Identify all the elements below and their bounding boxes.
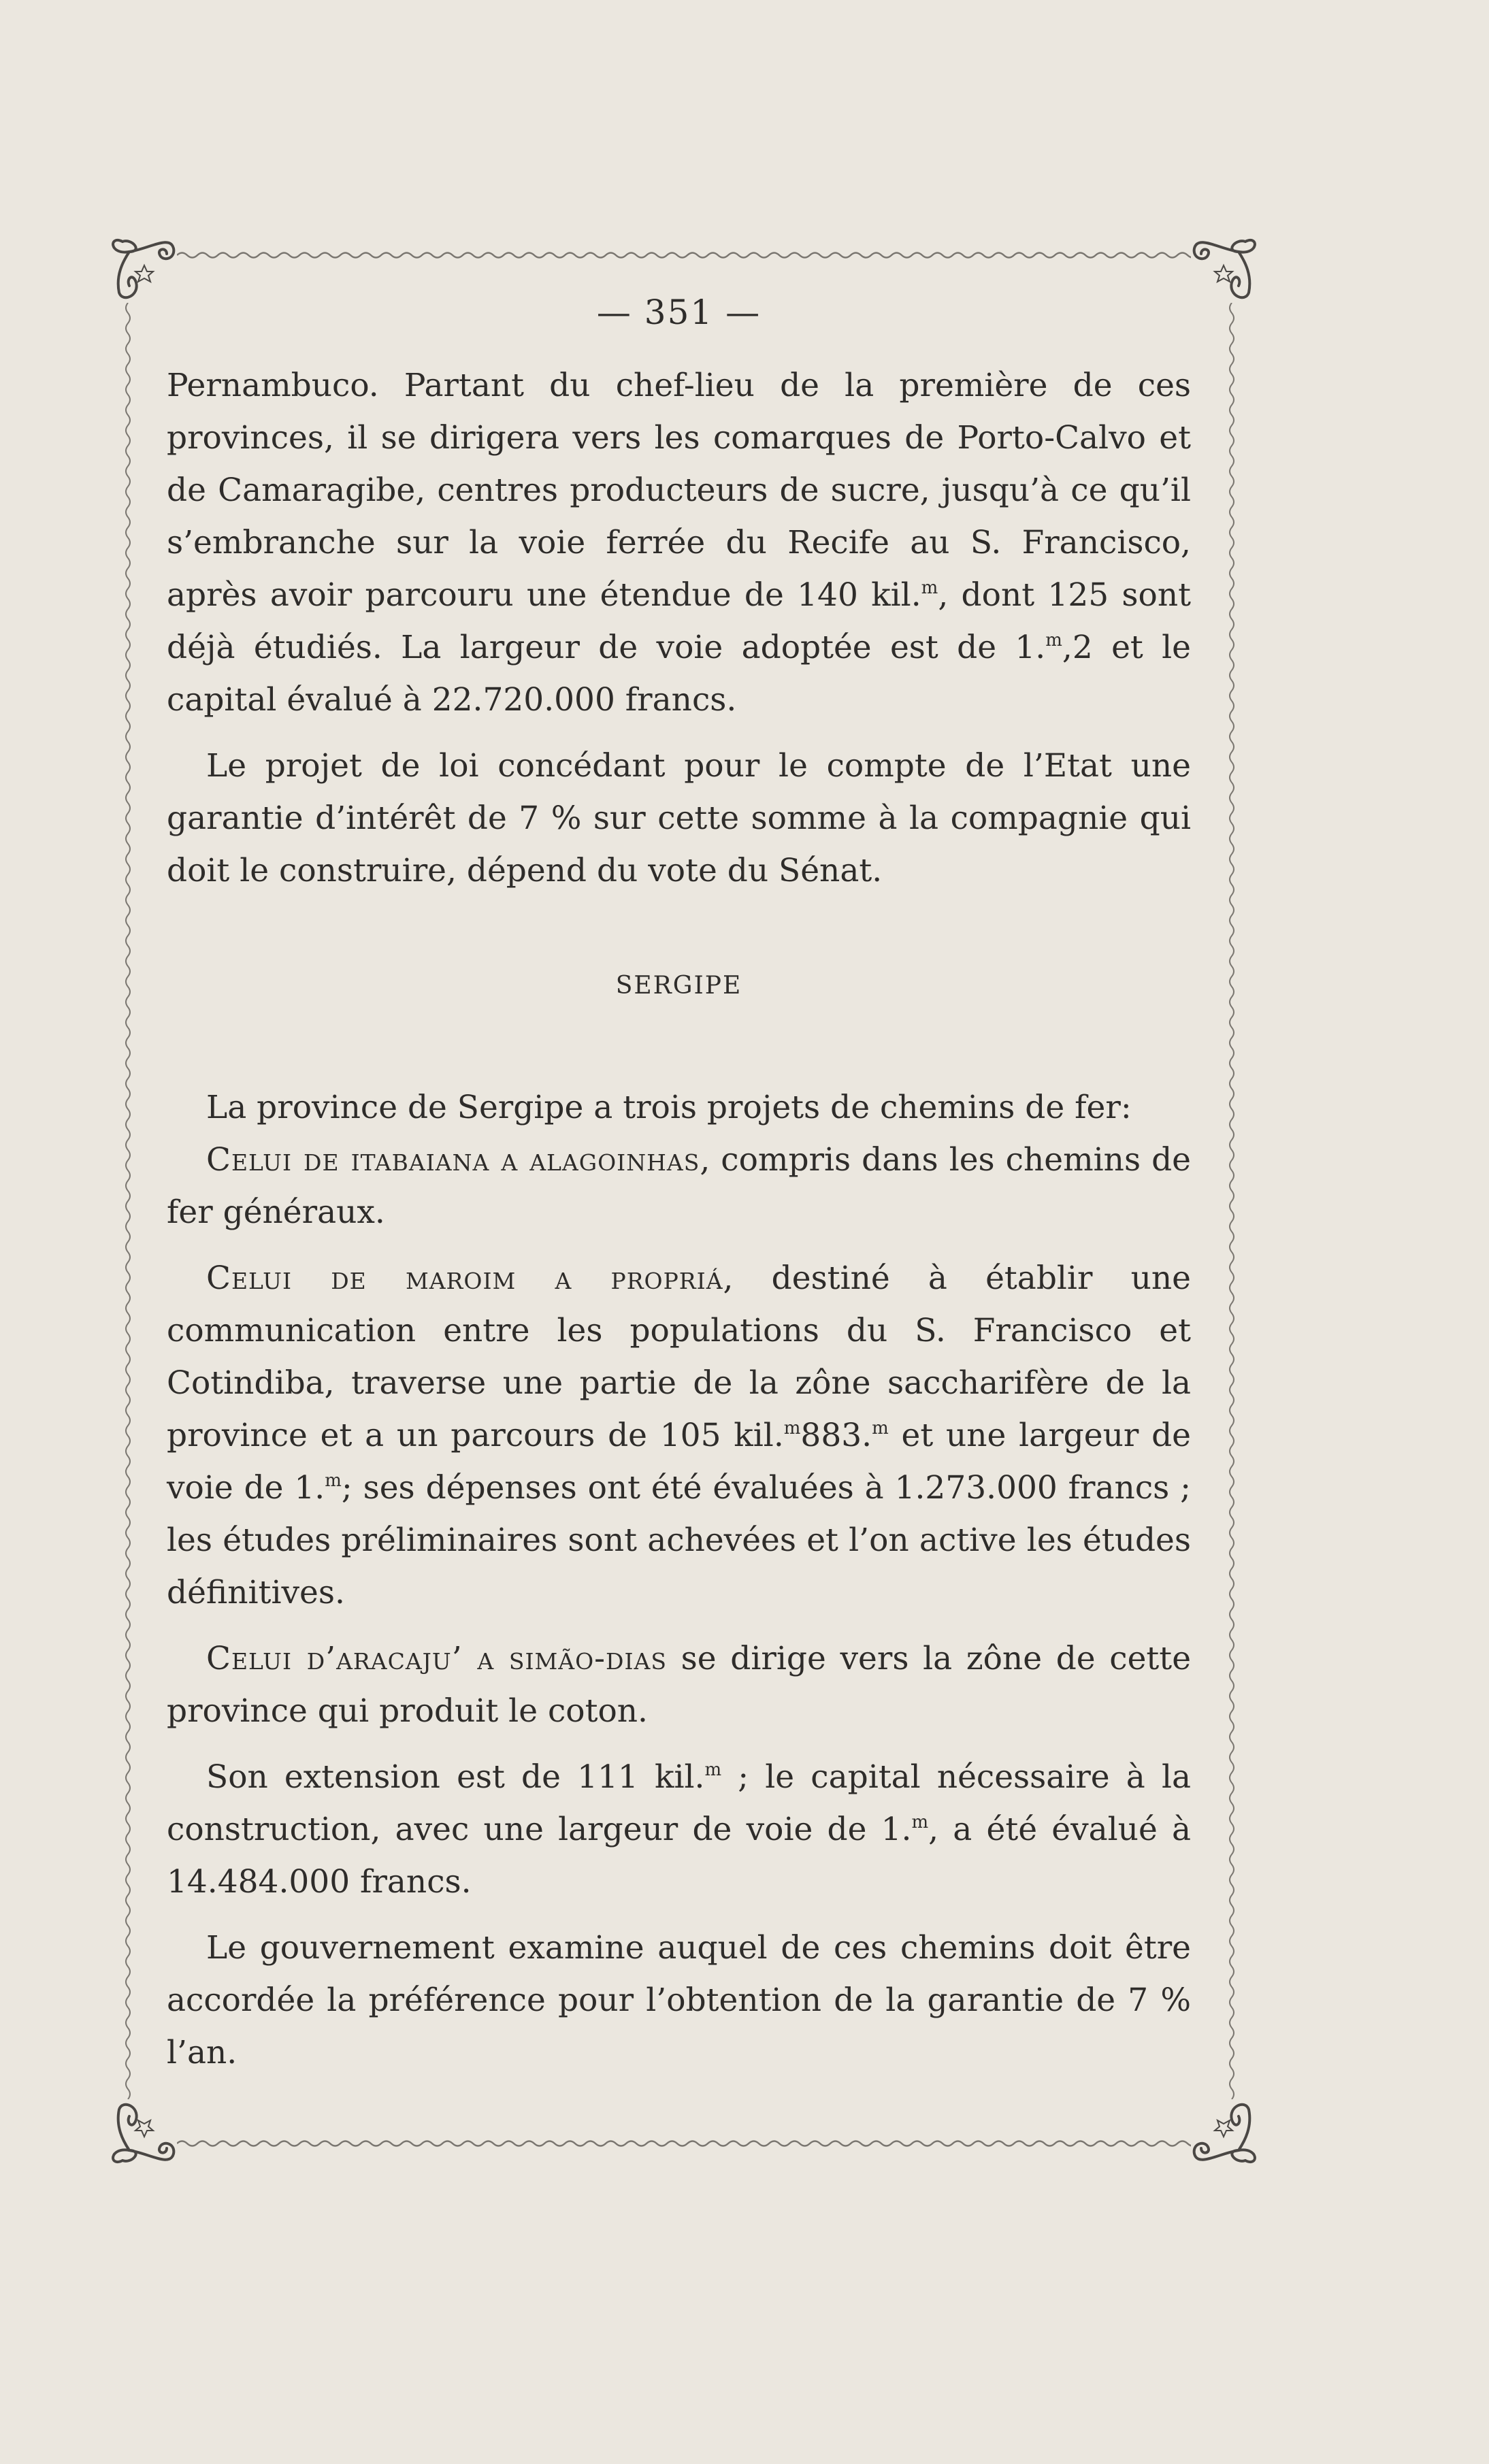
project-title: Celui d’aracaju’ a simão-dias	[206, 1640, 667, 1677]
paragraph-project-aracaju: Celui d’aracaju’ a simão-dias se dirige vers la zône de cette province qui produit le coton.	[167, 1640, 1192, 1730]
paragraph-closing: Le gouvernement examine auquel de ces chemins doit être accordée la préférence pour l’obtention de la garantie de 7 % l’an.	[167, 1929, 1191, 2071]
section-heading-sergipe: SERGIPE	[615, 972, 742, 1000]
project-title: Celui de itabaiana a alagoinhas	[206, 1141, 700, 1179]
page-content	[167, 293, 1191, 2079]
paragraph-projet-de-loi: Le projet de loi concédant pour le compte de l’Etat une garantie d’intérêt de 7 % sur cette somme à la compagnie qui doit le construire, dépend du vote du Sénat.	[167, 747, 1191, 889]
paragraph-pernambuco: Pernambuco. Partant du chef-lieu de la première de ces provinces, il se dirigera vers les comarques de Porto-Calvo et de Camaragibe, centres producteurs de sucre, jusqu’à ce qu’il s’embranche sur la voie ferrée du Recife au S. Francisco, après avoir parcouru une étendue de 140 kil.$^m$, dont 125 sont déjà étudiés. La largeur de voie adoptée est de 1.$^m$,2 et le capital évalué à 22.720.000 francs.	[167, 367, 1192, 719]
wavy-border-left	[121, 303, 135, 2099]
paragraph-intro: La province de Sergipe a trois projets de chemins de fer:	[206, 1089, 1132, 1126]
wavy-border-bottom	[177, 2137, 1191, 2150]
corner-flourish-icon	[102, 228, 177, 303]
corner-flourish-icon	[1191, 228, 1266, 303]
paragraph-extension: Son extension est de 111 kil.$^m$ ; le capital nécessaire à la construction, avec une largeur de voie de 1.$^m$, a été évalué à 14.484.000 francs.	[167, 1758, 1192, 1901]
wavy-border-right	[1225, 303, 1239, 2099]
paragraph-project-itabaiana: Celui de itabaiana a alagoinhas, compris dans les chemins de fer généraux.	[167, 1141, 1191, 1231]
page-number: — 351 —	[596, 293, 762, 332]
paragraph-project-maroim: Celui de maroim a propriá, destiné à établir une communication entre les populations du S. Francisco et Cotindiba, traverse une partie de la zône saccharifère de la province et a un parcours de 105 kil.$^m$883.$^m$ et une largeur de voie de 1.$^m$; ses dépenses ont été évaluées à 1.273.000 francs ; les études préliminaires sont achevées et l’on active les études définitives.	[167, 1260, 1192, 1611]
project-title: Celui de maroim a propriá	[206, 1260, 723, 1297]
corner-flourish-icon	[1191, 2099, 1266, 2174]
wavy-border-top	[177, 248, 1191, 262]
corner-flourish-icon	[102, 2099, 177, 2174]
